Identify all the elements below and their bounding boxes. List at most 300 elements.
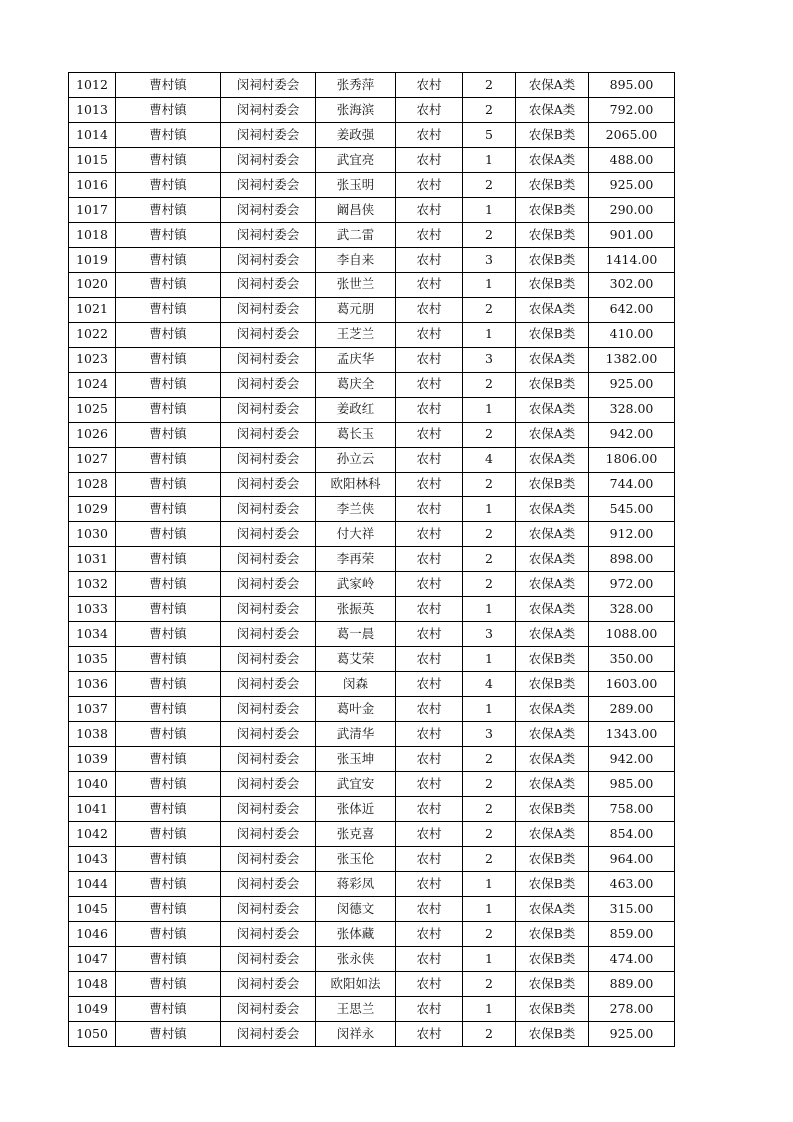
table-row (69, 672, 675, 697)
cell-type: 农村 (396, 747, 463, 772)
cell-name: 欧阳如法 (316, 971, 396, 996)
cell-type: 农村 (396, 247, 463, 272)
cell-town: 曹村镇 (116, 272, 221, 297)
cell-id: 1013 (69, 97, 116, 122)
cell-name: 张海滨 (316, 97, 396, 122)
cell-village: 闵祠村委会 (221, 422, 316, 447)
cell-name: 李自来 (316, 247, 396, 272)
cell-household-size: 1 (463, 147, 516, 172)
cell-village: 闵祠村委会 (221, 847, 316, 872)
cell-amount: 1382.00 (589, 347, 675, 372)
cell-household-size: 2 (463, 772, 516, 797)
cell-household-size: 2 (463, 172, 516, 197)
cell-amount: 463.00 (589, 872, 675, 897)
cell-id: 1032 (69, 572, 116, 597)
cell-town: 曹村镇 (116, 672, 221, 697)
cell-category: 农保B类 (516, 122, 589, 147)
cell-household-size: 2 (463, 797, 516, 822)
cell-village: 闵祠村委会 (221, 921, 316, 946)
cell-category: 农保A类 (516, 97, 589, 122)
cell-amount: 895.00 (589, 73, 675, 98)
cell-type: 农村 (396, 971, 463, 996)
cell-amount: 1414.00 (589, 247, 675, 272)
cell-category: 农保B类 (516, 971, 589, 996)
cell-village: 闵祠村委会 (221, 672, 316, 697)
table-row (69, 497, 675, 522)
cell-category: 农保B类 (516, 472, 589, 497)
cell-name: 张玉坤 (316, 747, 396, 772)
cell-amount: 315.00 (589, 896, 675, 921)
table-row (69, 347, 675, 372)
cell-village: 闵祠村委会 (221, 597, 316, 622)
table-row (69, 122, 675, 147)
cell-amount: 2065.00 (589, 122, 675, 147)
cell-name: 阚昌侠 (316, 197, 396, 222)
cell-amount: 410.00 (589, 322, 675, 347)
cell-town: 曹村镇 (116, 297, 221, 322)
cell-name: 姜政红 (316, 397, 396, 422)
cell-category: 农保B类 (516, 322, 589, 347)
cell-town: 曹村镇 (116, 647, 221, 672)
cell-type: 农村 (396, 921, 463, 946)
cell-name: 闵德文 (316, 896, 396, 921)
cell-type: 农村 (396, 472, 463, 497)
cell-name: 武家岭 (316, 572, 396, 597)
cell-amount: 925.00 (589, 1021, 675, 1046)
cell-village: 闵祠村委会 (221, 372, 316, 397)
cell-household-size: 2 (463, 572, 516, 597)
cell-type: 农村 (396, 772, 463, 797)
cell-name: 王思兰 (316, 996, 396, 1021)
cell-name: 张秀萍 (316, 73, 396, 98)
cell-id: 1049 (69, 996, 116, 1021)
cell-category: 农保A类 (516, 772, 589, 797)
cell-village: 闵祠村委会 (221, 822, 316, 847)
cell-id: 1016 (69, 172, 116, 197)
cell-id: 1039 (69, 747, 116, 772)
cell-category: 农保B类 (516, 946, 589, 971)
cell-town: 曹村镇 (116, 97, 221, 122)
cell-category: 农保A类 (516, 497, 589, 522)
cell-household-size: 2 (463, 97, 516, 122)
cell-id: 1048 (69, 971, 116, 996)
cell-category: 农保A类 (516, 447, 589, 472)
cell-type: 农村 (396, 97, 463, 122)
table-row (69, 847, 675, 872)
cell-name: 张世兰 (316, 272, 396, 297)
cell-household-size: 2 (463, 422, 516, 447)
cell-id: 1033 (69, 597, 116, 622)
cell-amount: 350.00 (589, 647, 675, 672)
cell-name: 李再荣 (316, 547, 396, 572)
cell-category: 农保A类 (516, 622, 589, 647)
cell-village: 闵祠村委会 (221, 872, 316, 897)
table-row (69, 797, 675, 822)
cell-household-size: 2 (463, 297, 516, 322)
cell-category: 农保A类 (516, 747, 589, 772)
cell-amount: 474.00 (589, 946, 675, 971)
cell-town: 曹村镇 (116, 697, 221, 722)
cell-town: 曹村镇 (116, 921, 221, 946)
cell-type: 农村 (396, 996, 463, 1021)
cell-id: 1050 (69, 1021, 116, 1046)
cell-amount: 1806.00 (589, 447, 675, 472)
cell-type: 农村 (396, 297, 463, 322)
cell-village: 闵祠村委会 (221, 147, 316, 172)
cell-village: 闵祠村委会 (221, 572, 316, 597)
cell-household-size: 1 (463, 197, 516, 222)
cell-town: 曹村镇 (116, 247, 221, 272)
cell-name: 武二雷 (316, 222, 396, 247)
cell-amount: 925.00 (589, 372, 675, 397)
cell-amount: 901.00 (589, 222, 675, 247)
cell-town: 曹村镇 (116, 522, 221, 547)
cell-amount: 912.00 (589, 522, 675, 547)
cell-category: 农保B类 (516, 272, 589, 297)
cell-id: 1046 (69, 921, 116, 946)
cell-village: 闵祠村委会 (221, 747, 316, 772)
cell-village: 闵祠村委会 (221, 547, 316, 572)
cell-household-size: 2 (463, 522, 516, 547)
cell-village: 闵祠村委会 (221, 472, 316, 497)
table-row (69, 622, 675, 647)
cell-name: 付大祥 (316, 522, 396, 547)
cell-category: 农保B类 (516, 797, 589, 822)
table-row (69, 272, 675, 297)
cell-village: 闵祠村委会 (221, 73, 316, 98)
cell-village: 闵祠村委会 (221, 122, 316, 147)
cell-town: 曹村镇 (116, 946, 221, 971)
cell-amount: 758.00 (589, 797, 675, 822)
cell-village: 闵祠村委会 (221, 247, 316, 272)
cell-type: 农村 (396, 397, 463, 422)
cell-id: 1041 (69, 797, 116, 822)
cell-id: 1045 (69, 896, 116, 921)
cell-household-size: 2 (463, 73, 516, 98)
cell-household-size: 1 (463, 872, 516, 897)
cell-amount: 889.00 (589, 971, 675, 996)
cell-category: 农保A类 (516, 572, 589, 597)
cell-household-size: 1 (463, 497, 516, 522)
cell-amount: 1343.00 (589, 722, 675, 747)
cell-name: 孟庆华 (316, 347, 396, 372)
cell-amount: 302.00 (589, 272, 675, 297)
cell-category: 农保B类 (516, 921, 589, 946)
cell-town: 曹村镇 (116, 996, 221, 1021)
cell-id: 1036 (69, 672, 116, 697)
cell-category: 农保B类 (516, 1021, 589, 1046)
cell-id: 1029 (69, 497, 116, 522)
cell-village: 闵祠村委会 (221, 971, 316, 996)
cell-household-size: 2 (463, 822, 516, 847)
cell-amount: 545.00 (589, 497, 675, 522)
cell-id: 1021 (69, 297, 116, 322)
table-row (69, 572, 675, 597)
cell-town: 曹村镇 (116, 172, 221, 197)
cell-category: 农保B类 (516, 996, 589, 1021)
cell-household-size: 3 (463, 347, 516, 372)
cell-name: 葛长玉 (316, 422, 396, 447)
cell-type: 农村 (396, 622, 463, 647)
table-row (69, 222, 675, 247)
cell-household-size: 2 (463, 847, 516, 872)
cell-category: 农保A类 (516, 597, 589, 622)
cell-amount: 985.00 (589, 772, 675, 797)
cell-id: 1019 (69, 247, 116, 272)
table-row (69, 1021, 675, 1046)
table-row (69, 921, 675, 946)
cell-household-size: 3 (463, 247, 516, 272)
cell-town: 曹村镇 (116, 797, 221, 822)
cell-town: 曹村镇 (116, 222, 221, 247)
table-row (69, 971, 675, 996)
cell-town: 曹村镇 (116, 747, 221, 772)
cell-household-size: 1 (463, 647, 516, 672)
cell-id: 1034 (69, 622, 116, 647)
table-row (69, 172, 675, 197)
cell-village: 闵祠村委会 (221, 722, 316, 747)
cell-category: 农保A类 (516, 347, 589, 372)
cell-town: 曹村镇 (116, 73, 221, 98)
cell-village: 闵祠村委会 (221, 647, 316, 672)
cell-type: 农村 (396, 447, 463, 472)
cell-town: 曹村镇 (116, 347, 221, 372)
cell-type: 农村 (396, 322, 463, 347)
cell-category: 农保B类 (516, 672, 589, 697)
cell-name: 张永侠 (316, 946, 396, 971)
cell-type: 农村 (396, 672, 463, 697)
cell-village: 闵祠村委会 (221, 896, 316, 921)
cell-name: 王芝兰 (316, 322, 396, 347)
cell-type: 农村 (396, 372, 463, 397)
cell-type: 农村 (396, 497, 463, 522)
cell-amount: 792.00 (589, 97, 675, 122)
cell-village: 闵祠村委会 (221, 946, 316, 971)
cell-type: 农村 (396, 896, 463, 921)
cell-village: 闵祠村委会 (221, 272, 316, 297)
cell-category: 农保A类 (516, 722, 589, 747)
cell-household-size: 2 (463, 747, 516, 772)
cell-name: 葛元朋 (316, 297, 396, 322)
cell-type: 农村 (396, 347, 463, 372)
cell-id: 1017 (69, 197, 116, 222)
table-row (69, 647, 675, 672)
cell-type: 农村 (396, 697, 463, 722)
cell-village: 闵祠村委会 (221, 347, 316, 372)
cell-name: 葛叶金 (316, 697, 396, 722)
cell-type: 农村 (396, 822, 463, 847)
cell-town: 曹村镇 (116, 547, 221, 572)
cell-category: 农保A类 (516, 522, 589, 547)
cell-type: 农村 (396, 872, 463, 897)
cell-id: 1042 (69, 822, 116, 847)
cell-town: 曹村镇 (116, 822, 221, 847)
cell-town: 曹村镇 (116, 122, 221, 147)
cell-type: 农村 (396, 722, 463, 747)
cell-village: 闵祠村委会 (221, 797, 316, 822)
table-row (69, 372, 675, 397)
cell-town: 曹村镇 (116, 722, 221, 747)
cell-household-size: 2 (463, 1021, 516, 1046)
cell-id: 1026 (69, 422, 116, 447)
cell-town: 曹村镇 (116, 322, 221, 347)
table-row (69, 597, 675, 622)
cell-household-size: 4 (463, 672, 516, 697)
table-row (69, 896, 675, 921)
cell-household-size: 2 (463, 372, 516, 397)
cell-town: 曹村镇 (116, 422, 221, 447)
cell-category: 农保A类 (516, 822, 589, 847)
cell-id: 1030 (69, 522, 116, 547)
cell-town: 曹村镇 (116, 971, 221, 996)
cell-household-size: 1 (463, 697, 516, 722)
cell-type: 农村 (396, 946, 463, 971)
cell-household-size: 3 (463, 622, 516, 647)
cell-household-size: 2 (463, 547, 516, 572)
cell-id: 1043 (69, 847, 116, 872)
cell-household-size: 2 (463, 472, 516, 497)
cell-amount: 328.00 (589, 597, 675, 622)
cell-amount: 289.00 (589, 697, 675, 722)
cell-type: 农村 (396, 222, 463, 247)
table-body (69, 73, 675, 1047)
cell-category: 农保A类 (516, 422, 589, 447)
cell-category: 农保B类 (516, 247, 589, 272)
cell-town: 曹村镇 (116, 1021, 221, 1046)
cell-category: 农保B类 (516, 847, 589, 872)
subsidy-table (68, 72, 675, 1047)
cell-village: 闵祠村委会 (221, 522, 316, 547)
cell-town: 曹村镇 (116, 597, 221, 622)
table-row (69, 697, 675, 722)
cell-name: 李兰侠 (316, 497, 396, 522)
cell-type: 农村 (396, 172, 463, 197)
cell-amount: 1603.00 (589, 672, 675, 697)
cell-type: 农村 (396, 73, 463, 98)
cell-town: 曹村镇 (116, 447, 221, 472)
cell-id: 1047 (69, 946, 116, 971)
cell-village: 闵祠村委会 (221, 996, 316, 1021)
table-row (69, 946, 675, 971)
cell-amount: 290.00 (589, 197, 675, 222)
cell-household-size: 1 (463, 397, 516, 422)
cell-town: 曹村镇 (116, 772, 221, 797)
cell-name: 葛艾荣 (316, 647, 396, 672)
cell-household-size: 1 (463, 946, 516, 971)
cell-category: 农保A类 (516, 147, 589, 172)
table-row (69, 722, 675, 747)
cell-category: 农保B类 (516, 647, 589, 672)
cell-town: 曹村镇 (116, 197, 221, 222)
cell-amount: 898.00 (589, 547, 675, 572)
cell-name: 闵森 (316, 672, 396, 697)
cell-id: 1018 (69, 222, 116, 247)
cell-village: 闵祠村委会 (221, 1021, 316, 1046)
cell-town: 曹村镇 (116, 572, 221, 597)
cell-id: 1028 (69, 472, 116, 497)
cell-type: 农村 (396, 147, 463, 172)
cell-name: 张克喜 (316, 822, 396, 847)
cell-household-size: 1 (463, 597, 516, 622)
cell-category: 农保A类 (516, 896, 589, 921)
cell-amount: 964.00 (589, 847, 675, 872)
cell-id: 1015 (69, 147, 116, 172)
cell-village: 闵祠村委会 (221, 397, 316, 422)
cell-household-size: 1 (463, 896, 516, 921)
cell-town: 曹村镇 (116, 847, 221, 872)
cell-type: 农村 (396, 597, 463, 622)
table-row (69, 197, 675, 222)
cell-village: 闵祠村委会 (221, 222, 316, 247)
table-row (69, 547, 675, 572)
table-row (69, 147, 675, 172)
cell-category: 农保B类 (516, 197, 589, 222)
table-row (69, 472, 675, 497)
cell-town: 曹村镇 (116, 872, 221, 897)
cell-id: 1020 (69, 272, 116, 297)
cell-name: 孙立云 (316, 447, 396, 472)
cell-type: 农村 (396, 1021, 463, 1046)
cell-name: 蒋彩凤 (316, 872, 396, 897)
cell-name: 武清华 (316, 722, 396, 747)
cell-household-size: 1 (463, 322, 516, 347)
cell-category: 农保B类 (516, 372, 589, 397)
table-row (69, 297, 675, 322)
cell-type: 农村 (396, 272, 463, 297)
table-row (69, 747, 675, 772)
cell-household-size: 3 (463, 722, 516, 747)
table-row (69, 996, 675, 1021)
cell-household-size: 2 (463, 921, 516, 946)
cell-town: 曹村镇 (116, 147, 221, 172)
cell-category: 农保B类 (516, 872, 589, 897)
cell-type: 农村 (396, 522, 463, 547)
cell-amount: 278.00 (589, 996, 675, 1021)
cell-category: 农保A类 (516, 547, 589, 572)
cell-type: 农村 (396, 547, 463, 572)
cell-category: 农保B类 (516, 222, 589, 247)
cell-amount: 1088.00 (589, 622, 675, 647)
cell-name: 葛一晨 (316, 622, 396, 647)
cell-name: 欧阳林科 (316, 472, 396, 497)
cell-household-size: 1 (463, 272, 516, 297)
cell-type: 农村 (396, 122, 463, 147)
table-row (69, 422, 675, 447)
cell-id: 1044 (69, 872, 116, 897)
cell-category: 农保A类 (516, 73, 589, 98)
cell-id: 1025 (69, 397, 116, 422)
cell-amount: 642.00 (589, 297, 675, 322)
cell-id: 1027 (69, 447, 116, 472)
cell-type: 农村 (396, 572, 463, 597)
cell-village: 闵祠村委会 (221, 297, 316, 322)
cell-household-size: 2 (463, 222, 516, 247)
cell-amount: 859.00 (589, 921, 675, 946)
cell-village: 闵祠村委会 (221, 622, 316, 647)
cell-name: 张体近 (316, 797, 396, 822)
cell-household-size: 5 (463, 122, 516, 147)
cell-id: 1014 (69, 122, 116, 147)
cell-category: 农保A类 (516, 297, 589, 322)
cell-name: 武宜安 (316, 772, 396, 797)
cell-type: 农村 (396, 197, 463, 222)
table-row (69, 97, 675, 122)
cell-name: 闵祥永 (316, 1021, 396, 1046)
cell-village: 闵祠村委会 (221, 772, 316, 797)
cell-household-size: 4 (463, 447, 516, 472)
cell-village: 闵祠村委会 (221, 197, 316, 222)
cell-name: 姜政强 (316, 122, 396, 147)
